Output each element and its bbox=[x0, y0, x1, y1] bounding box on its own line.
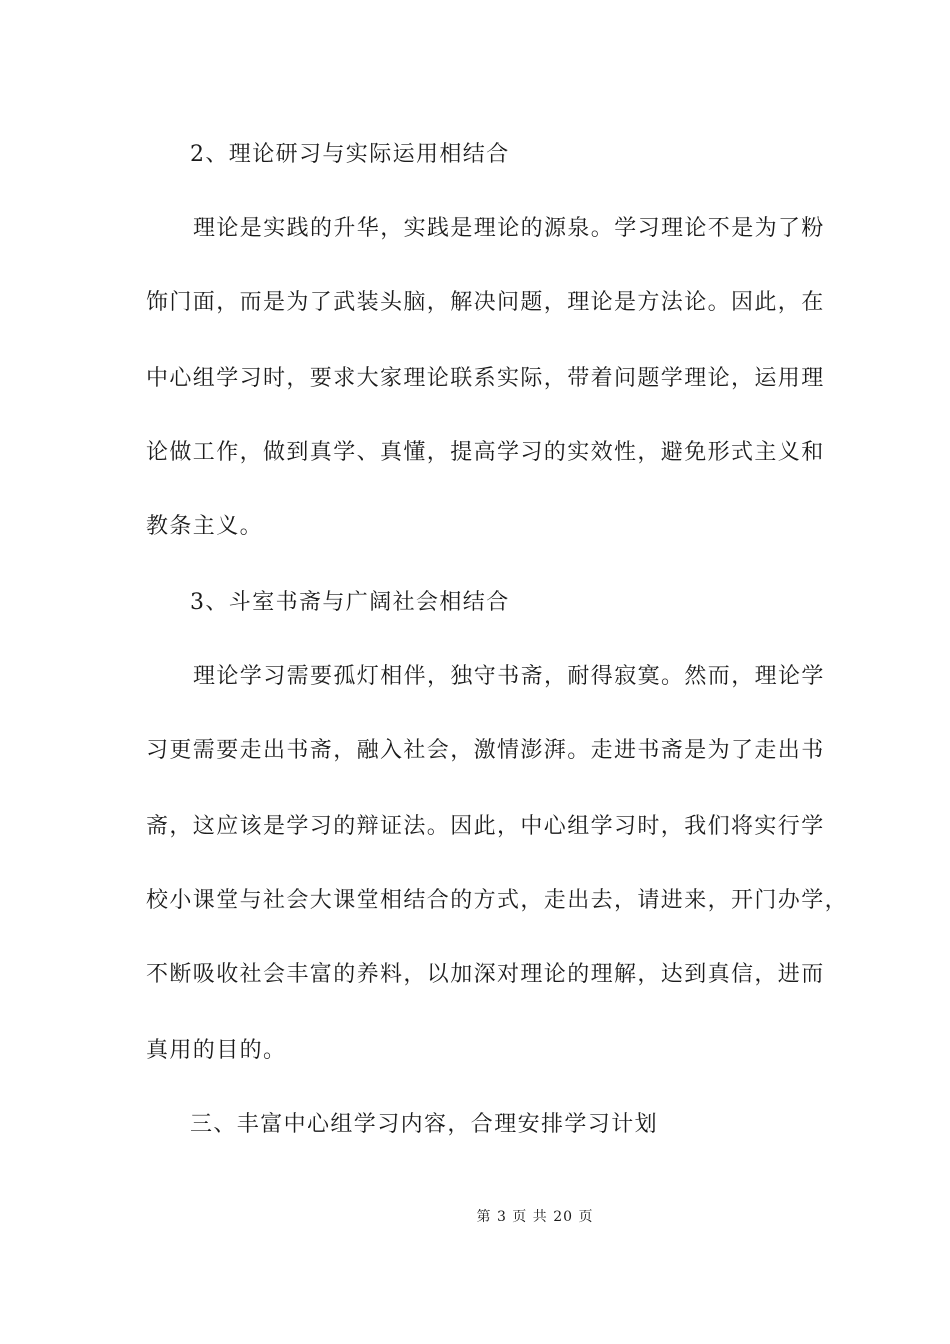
section-heading: 2、理论研习与实际运用相结合 bbox=[190, 142, 510, 167]
paragraph-line: 不断吸收社会丰富的养料，以加深对理论的理解，达到真信，进而 bbox=[146, 962, 825, 987]
paragraph-line: 斋，这应该是学习的辩证法。因此，中心组学习时，我们将实行学 bbox=[146, 814, 825, 839]
section-heading: 3、斗室书斋与广阔社会相结合 bbox=[190, 590, 510, 615]
page-number-footer: 第 3 页 共 20 页 bbox=[476, 1209, 594, 1225]
paragraph-line: 饰门面，而是为了武装头脑，解决问题，理论是方法论。因此，在 bbox=[146, 290, 825, 315]
paragraph-line: 理论学习需要孤灯相伴，独守书斋，耐得寂寞。然而，理论学 bbox=[193, 664, 825, 689]
paragraph-line: 真用的目的。 bbox=[146, 1038, 287, 1063]
section-heading: 三、丰富中心组学习内容，合理安排学习计划 bbox=[190, 1112, 659, 1137]
paragraph-line: 中心组学习时，要求大家理论联系实际，带着问题学理论，运用理 bbox=[146, 366, 825, 391]
paragraph-line: 理论是实践的升华，实践是理论的源泉。学习理论不是为了粉 bbox=[193, 216, 825, 241]
paragraph-line: 教条主义。 bbox=[146, 514, 264, 539]
paragraph-line: 校小课堂与社会大课堂相结合的方式，走出去，请进来，开门办学， bbox=[146, 888, 849, 913]
paragraph-line: 论做工作，做到真学、真懂，提高学习的实效性，避免形式主义和 bbox=[146, 440, 825, 465]
paragraph-line: 习更需要走出书斋，融入社会，激情澎湃。走进书斋是为了走出书 bbox=[146, 738, 825, 763]
